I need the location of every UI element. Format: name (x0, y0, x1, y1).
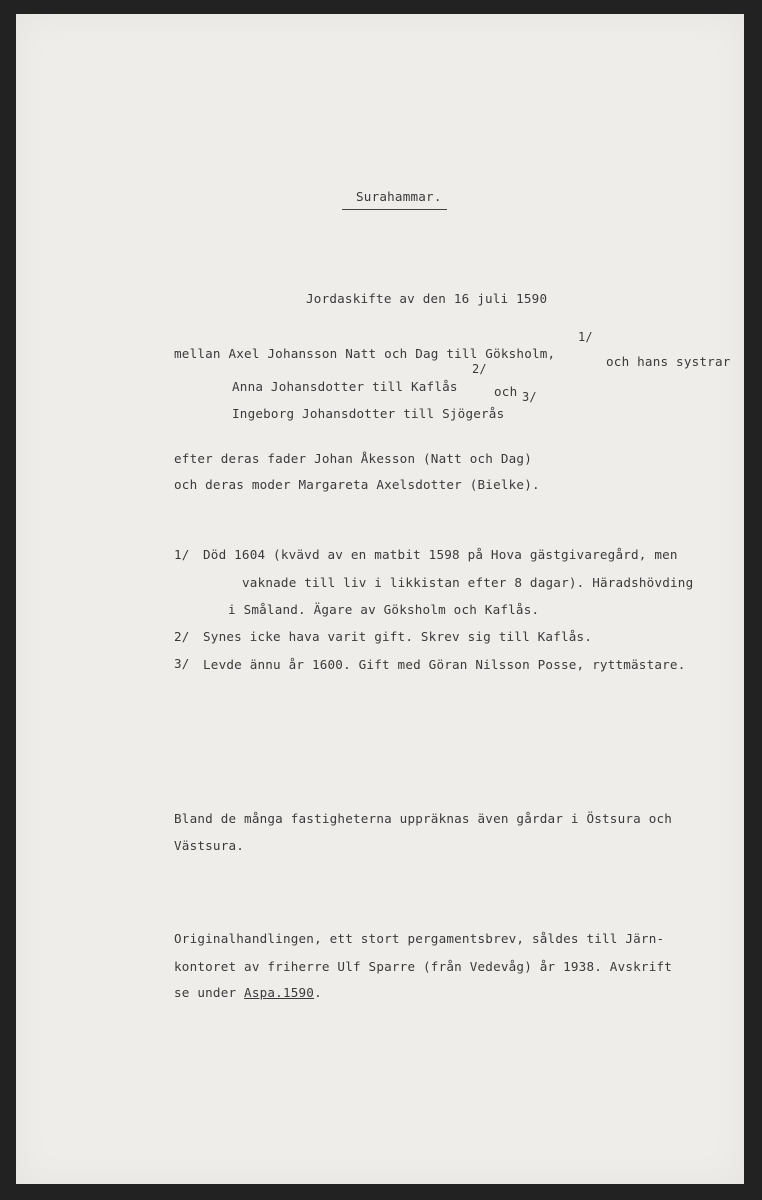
paragraph-2-line-1: Originalhandlingen, ett stort pergamentsbrev, såldes till Järn- (174, 931, 665, 946)
footnote-ref-1: 1/ (578, 330, 593, 344)
paragraph-2-line-3-suffix: . (314, 985, 322, 1000)
note-1-line-3: i Småland. Ägare av Göksholm och Kaflås. (228, 602, 540, 617)
title-underline (342, 209, 447, 210)
parents-line-1: efter deras fader Johan Åkesson (Natt och Dag) (174, 451, 532, 466)
note-3-marker: 3/ (174, 656, 190, 671)
note-2-line-1: Synes icke hava varit gift. Skrev sig till Kaflås. (203, 629, 593, 644)
document-heading: Jordaskifte av den 16 juli 1590 (306, 291, 548, 306)
paragraph-2-line-3-prefix: se under (174, 985, 245, 1000)
parties-line-2-tail: och (494, 384, 518, 399)
footnote-ref-3: 3/ (522, 390, 537, 404)
parties-line-1: mellan Axel Johansson Natt och Dag till Göksholm, (174, 346, 556, 361)
note-1-marker: 1/ (174, 547, 190, 562)
document-page (16, 14, 744, 1184)
footnote-ref-2: 2/ (472, 362, 487, 376)
paragraph-1-line-2: Västsura. (174, 838, 245, 853)
parties-line-1-tail: och hans systrar (606, 354, 731, 369)
cross-reference-aspa-1590: Aspa.1590 (244, 985, 315, 1000)
document-title: Surahammar. (356, 189, 442, 204)
paragraph-2-line-3 (174, 985, 322, 1001)
parties-line-2: Anna Johansdotter till Kaflås (232, 379, 458, 394)
paragraph-1-line-1: Bland de många fastigheterna uppräknas även gårdar i Östsura och (174, 811, 673, 826)
paragraph-2-line-2: kontoret av friherre Ulf Sparre (från Vedevåg) år 1938. Avskrift (174, 959, 673, 974)
parents-line-2: och deras moder Margareta Axelsdotter (Bielke). (174, 477, 540, 492)
note-1-line-1: Död 1604 (kvävd av en matbit 1598 på Hova gästgivaregård, men (203, 547, 678, 562)
parties-line-3: Ingeborg Johansdotter till Sjögerås (232, 406, 505, 421)
note-2-marker: 2/ (174, 629, 190, 644)
note-1-line-2: vaknade till liv i likkistan efter 8 dagar). Häradshövding (242, 575, 694, 590)
note-3-line-1: Levde ännu år 1600. Gift med Göran Nilsson Posse, ryttmästare. (203, 657, 686, 672)
